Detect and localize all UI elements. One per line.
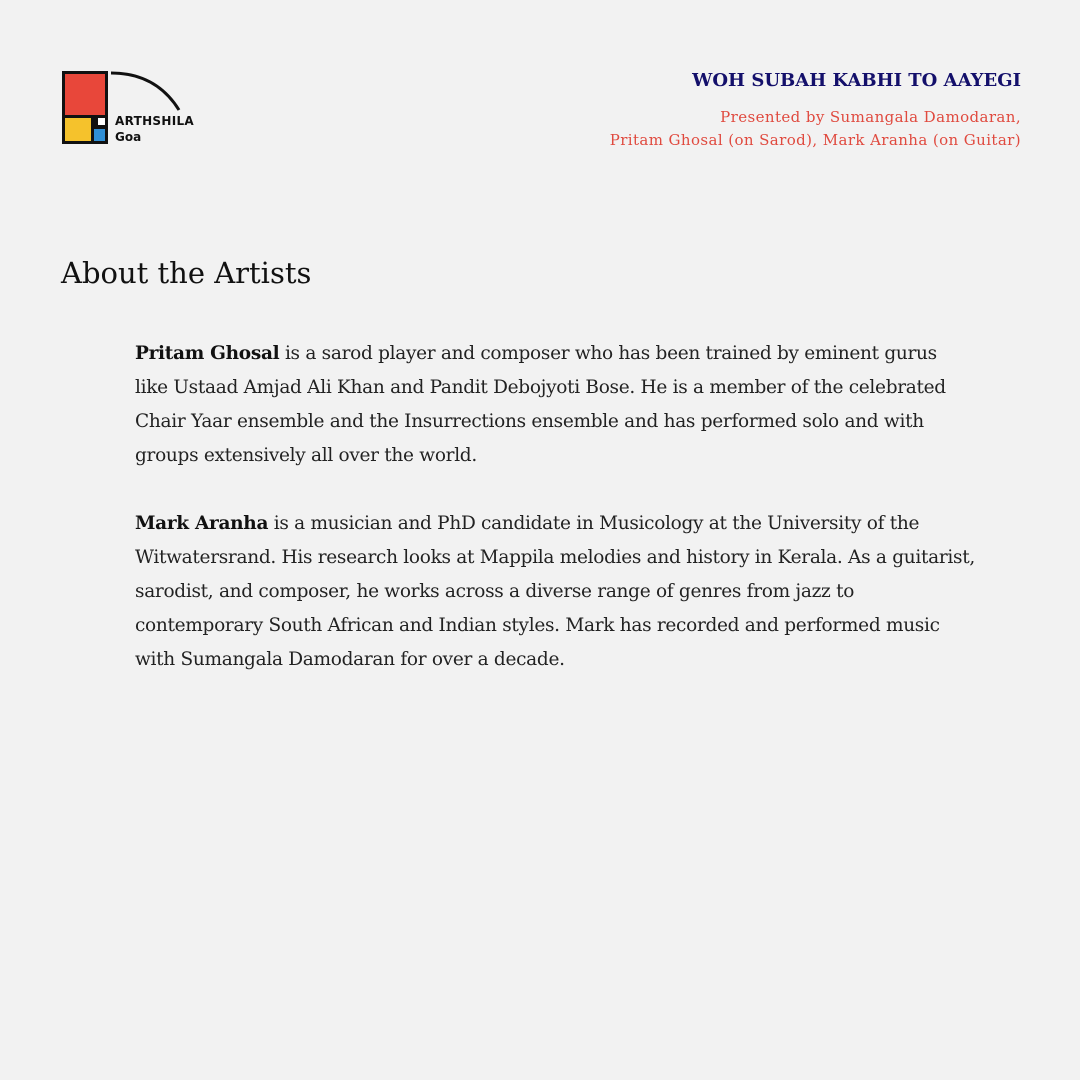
artist-name: Pritam Ghosal [135,343,280,364]
logo-name: ARTHSHILA [115,114,195,128]
artist-bio-pritam-ghosal [135,337,975,473]
logo-location: Goa [115,130,142,144]
event-title: WOH SUBAH KABHI TO AAYEGI [692,70,1021,91]
artist-bio-text: is a musician and PhD candidate in Musicology at the University of the Witwatersrand. His research looks at Mappila melodies and history in Kerala. As a guitarist, sarodist, and composer, he works across a diverse range of genres from jazz to contemporary South African and Indian styles. Mark has recorded and performed music with Sumangala Damodaran for over a decade. [135,513,975,670]
arthshila-logo [61,70,211,148]
presenters-line-1: Presented by Sumangala Damodaran, [720,108,1021,126]
artist-name: Mark Aranha [135,513,269,534]
presenters-line-2: Pritam Ghosal (on Sarod), Mark Aranha (on Guitar) [609,131,1021,149]
presenters [610,106,1021,152]
artist-bio-mark-aranha [135,507,975,677]
artist-bio-text: is a sarod player and composer who has been trained by eminent gurus like Ustaad Amjad Ali Khan and Pandit Debojyoti Bose. He is a member of the celebrated Chair Yaar ensemble and the Insurrections ensemble and has performed solo and with groups extensively all over the world. [135,343,946,466]
section-heading: About the Artists [61,256,312,290]
artist-bios [135,337,975,711]
